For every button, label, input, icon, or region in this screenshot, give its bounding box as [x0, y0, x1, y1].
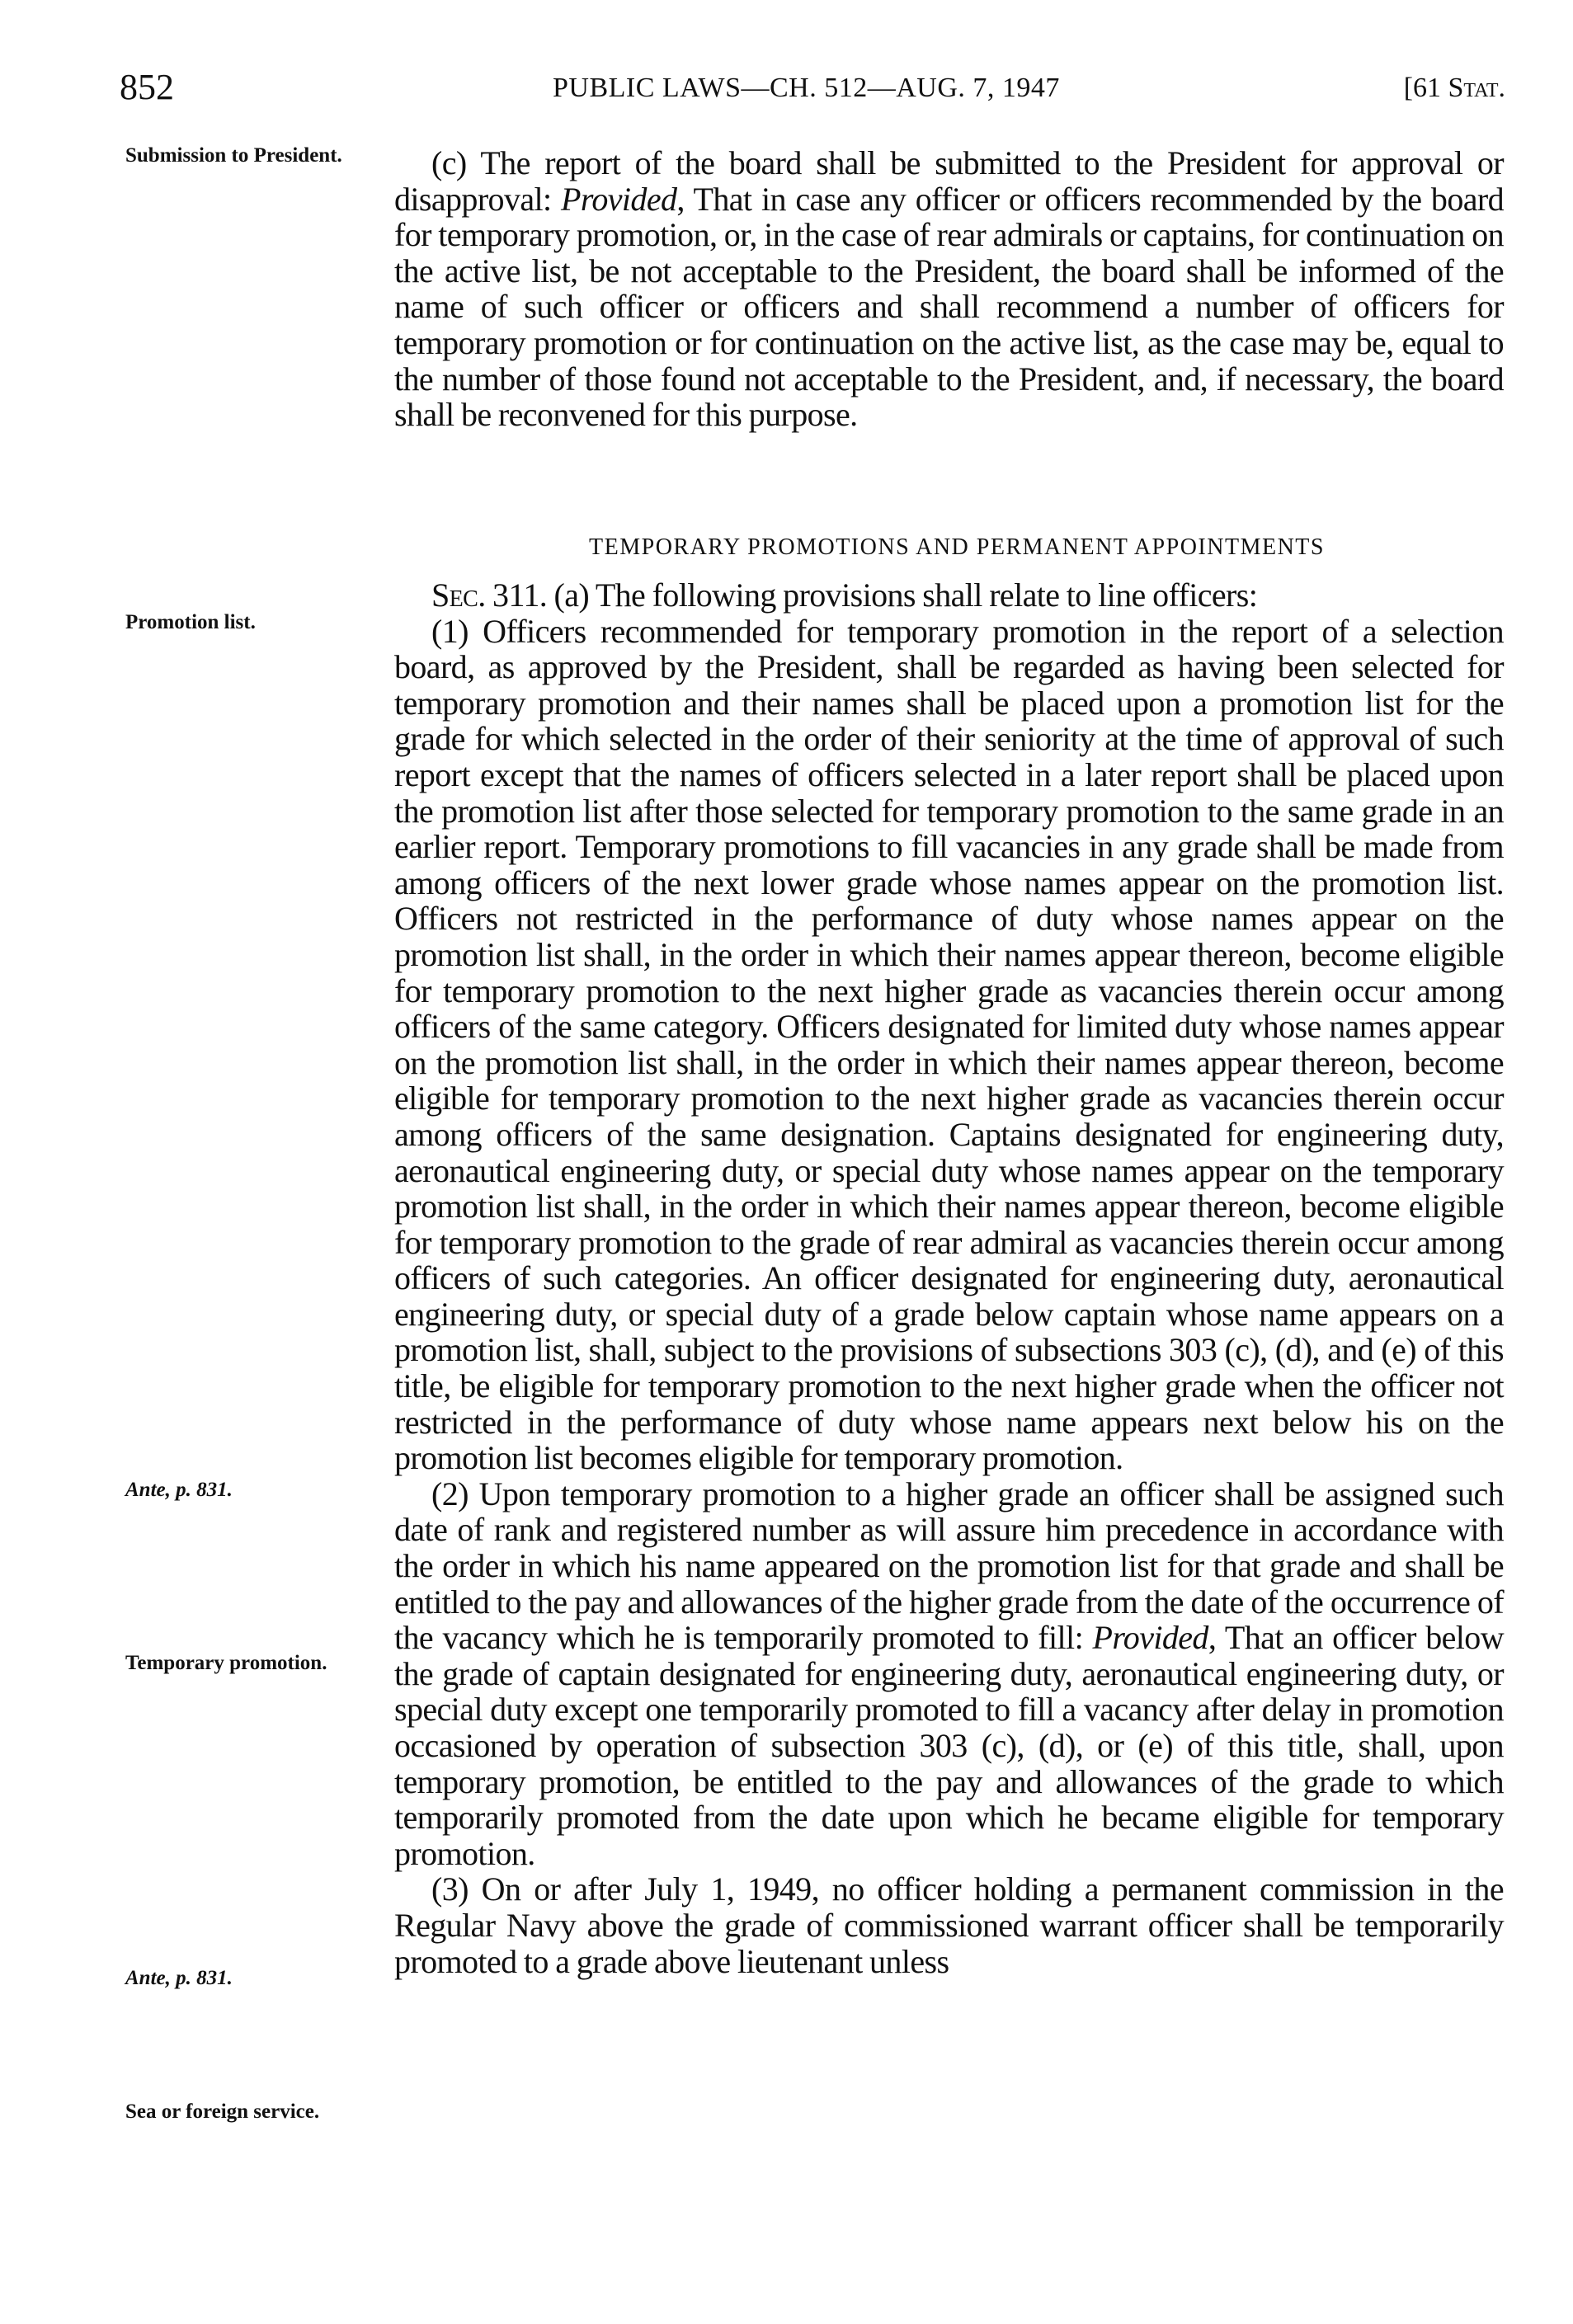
section-c-paragraph — [394, 145, 1504, 433]
margin-note-sea-service: Sea or foreign service. — [125, 2101, 320, 2123]
sec-311-block — [394, 577, 1504, 1979]
margin-note-submission: Submission to President. — [125, 144, 342, 167]
section-c-lead: (c) The report of the board shall be submitted to the President for approval or disapproval: — [394, 144, 1504, 218]
sec-311-intro-text: 311. (a) The following provisions shall relate to line officers: — [485, 576, 1258, 614]
sec-311-intro — [394, 577, 1504, 614]
provided-term: Provided — [1092, 1619, 1208, 1657]
sec-label: Sec. — [431, 576, 486, 614]
margin-note-promotion-list: Promotion list. — [125, 611, 256, 633]
provided-term: Provided — [561, 180, 677, 218]
page-number: 852 — [120, 67, 174, 107]
sec-311-paragraph-3: (3) On or after July 1, 1949, no officer holding a permanent commission in the Regular Navy above the grade of commissioned warrant officer shall be temporarily promoted to a grade above lieutenant unless — [394, 1870, 1504, 1980]
sec-311-paragraph-2 — [394, 1476, 1504, 1872]
paragraph-2-rest: , That an officer below the grade of captain designated for engineering duty, aeronautical engineering duty, or special duty except one temporarily promoted to fill a vacancy after delay in promotion occasioned by operation of subsection 303 (c), (d), or (e) of this title, shall, upon temporary promotion, be entitled to the pay and allowances of the grade to which temporarily promoted from the date upon which he became eligible for temporary promotion. — [394, 1619, 1504, 1872]
margin-note-ante-2: Ante, p. 831. — [125, 1967, 233, 1989]
sec-311-paragraph-1: (1) Officers recommended for temporary promotion in the report of a selection board, as approved by the President, shall be regarded as having been selected for temporary promotion and their names shall be placed upon a promotion list for the grade for which selected in the order of their seniority at the time of approval of such report except that the names of officers selected in a later report shall be placed upon the promotion list after those selected for temporary promotion to the same grade in an earlier report. Temporary promotions to fill vacancies in any grade shall be made from among officers of the next lower grade whose names appear on the promotion list. Officers not restricted in the performance of duty whose names appear on the promotion list shall, in the order in which their names appear thereon, become eligible for temporary promotion to the next higher grade as vacancies therein occur among officers of the same category. Officers designated for limited duty whose names appear on the promotion list shall, in the order in which their names appear thereon, become eligible for temporary promotion to the next higher grade as vacancies therein occur among officers of the same designation. Captains designated for engineering duty, aeronautical engineering duty, or special duty whose names appear on the temporary promotion list shall, in the order in which their names appear thereon, become eligible for temporary promotion to the grade of rear admiral as vacancies therein occur among officers of such categories. An officer designated for engineering duty, aeronautical engineering duty, or special duty of a grade below captain whose name appears on a promotion list, shall, subject to the provisions of subsections 303 (c), (d), and (e) of this title, be eligible for temporary promotion to the next higher grade when the officer not restricted in the performance of duty whose name appears next below his on the promotion list becomes eligible for temporary promotion. — [394, 612, 1504, 1477]
volume-reference: [61 Stat. — [1403, 73, 1505, 103]
section-heading: TEMPORARY PROMOTIONS AND PERMANENT APPOINTMENTS — [589, 534, 1325, 560]
paragraph-2-lead: (2) Upon temporary promotion to a higher grade an officer shall be assigned such date of rank and registered number as will assure him precedence in accordance with the order in which his name appeared on the promotion list for that grade and shall be entitled to the pay and allowances of the higher grade from the date of the occurrence of the vacancy which he is temporarily promoted to fill: — [394, 1475, 1504, 1657]
section-c-rest: , That in case any officer or officers recommended by the board for temporary promotion, or, in the case of rear admirals or captains, for continuation on the active list, be not acceptable to the President, the board shall be informed of the name of such officer or officers and shall recommend a number of officers for temporary promotion or for continuation on the active list, as the case may be, equal to the number of those found not acceptable to the President, and, if necessary, the board shall be reconvened for this purpose. — [394, 180, 1504, 434]
section-c-block — [394, 145, 1504, 433]
running-head: PUBLIC LAWS—CH. 512—AUG. 7, 1947 — [553, 73, 1060, 103]
page-header — [120, 66, 1505, 115]
margin-note-ante-1: Ante, p. 831. — [125, 1479, 233, 1501]
margin-note-temporary-promotion: Temporary promotion. — [125, 1652, 327, 1674]
